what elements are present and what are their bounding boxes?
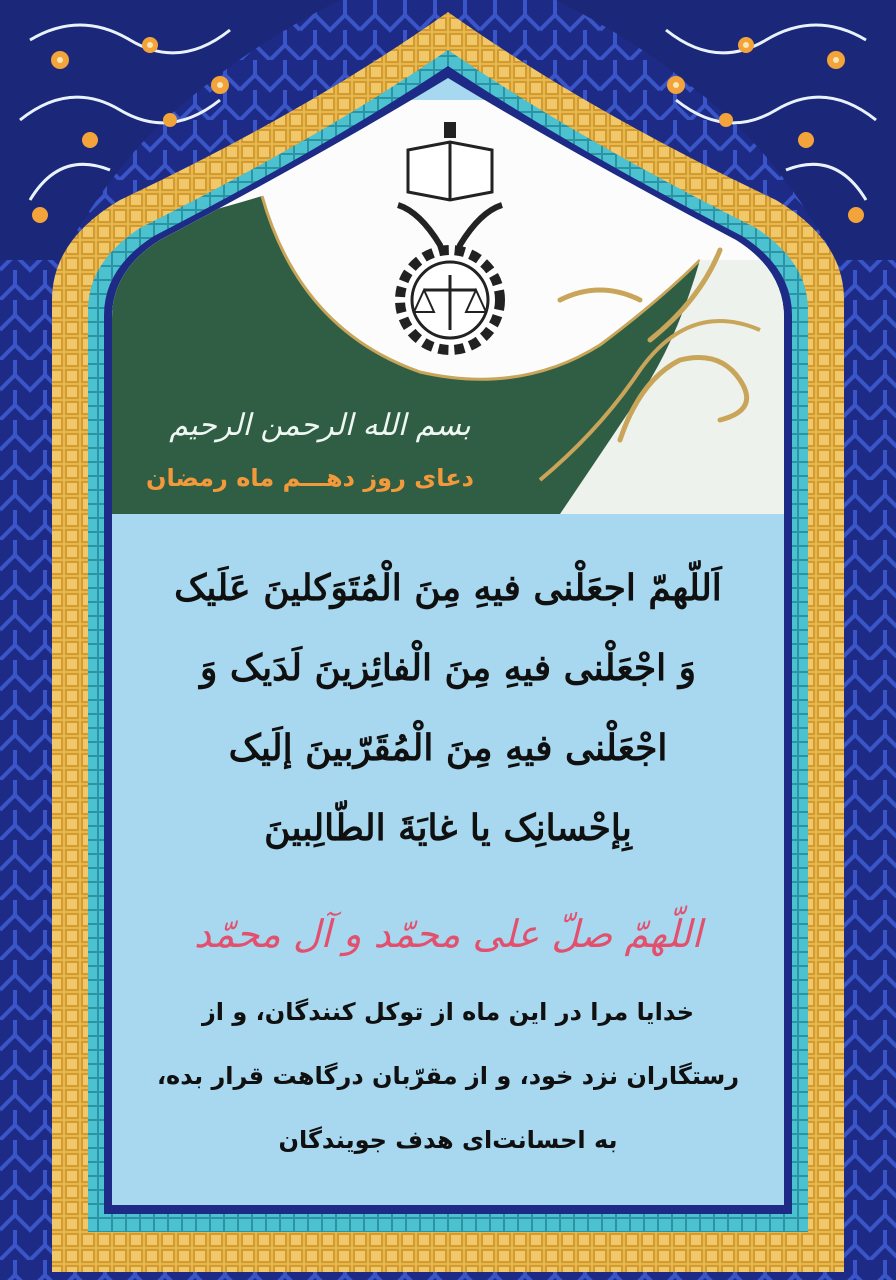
translation-text [100,980,796,1172]
translation-line: به احسانت‌ای هدف جویندگان [278,1126,618,1154]
banner-title: دعای روز دهـــم ماه رمضان [146,464,474,492]
prayer-text [100,548,796,868]
prayer-line: بِإحْسانِک یا غایَةَ الطّالِبینَ [264,807,632,849]
translation-line: رستگاران نزد خود، و از مقرّبان درگاهت قرار بده، [156,1062,740,1090]
basmala-heading: بسم الله الرحمن الرحیم [169,408,471,443]
prayer-line: اَللّهمّ اجعَلْنی فیهِ مِنَ الْمُتَوَکلینَ عَلَیک [174,567,722,609]
salawat-line: اللّهمّ صلّ علی محمّد و آل محمّد [193,912,703,956]
prayer-line: وَ اجْعَلْنی فیهِ مِنَ الْفائِزینَ لَدَیک وَ [199,647,696,689]
translation-line: خدایا مرا در این ماه از توکل کنندگان، و از [201,998,695,1026]
prayer-line: اجْعَلْنی فیهِ مِنَ الْمُقَرّبینَ إلَیک [228,727,668,769]
